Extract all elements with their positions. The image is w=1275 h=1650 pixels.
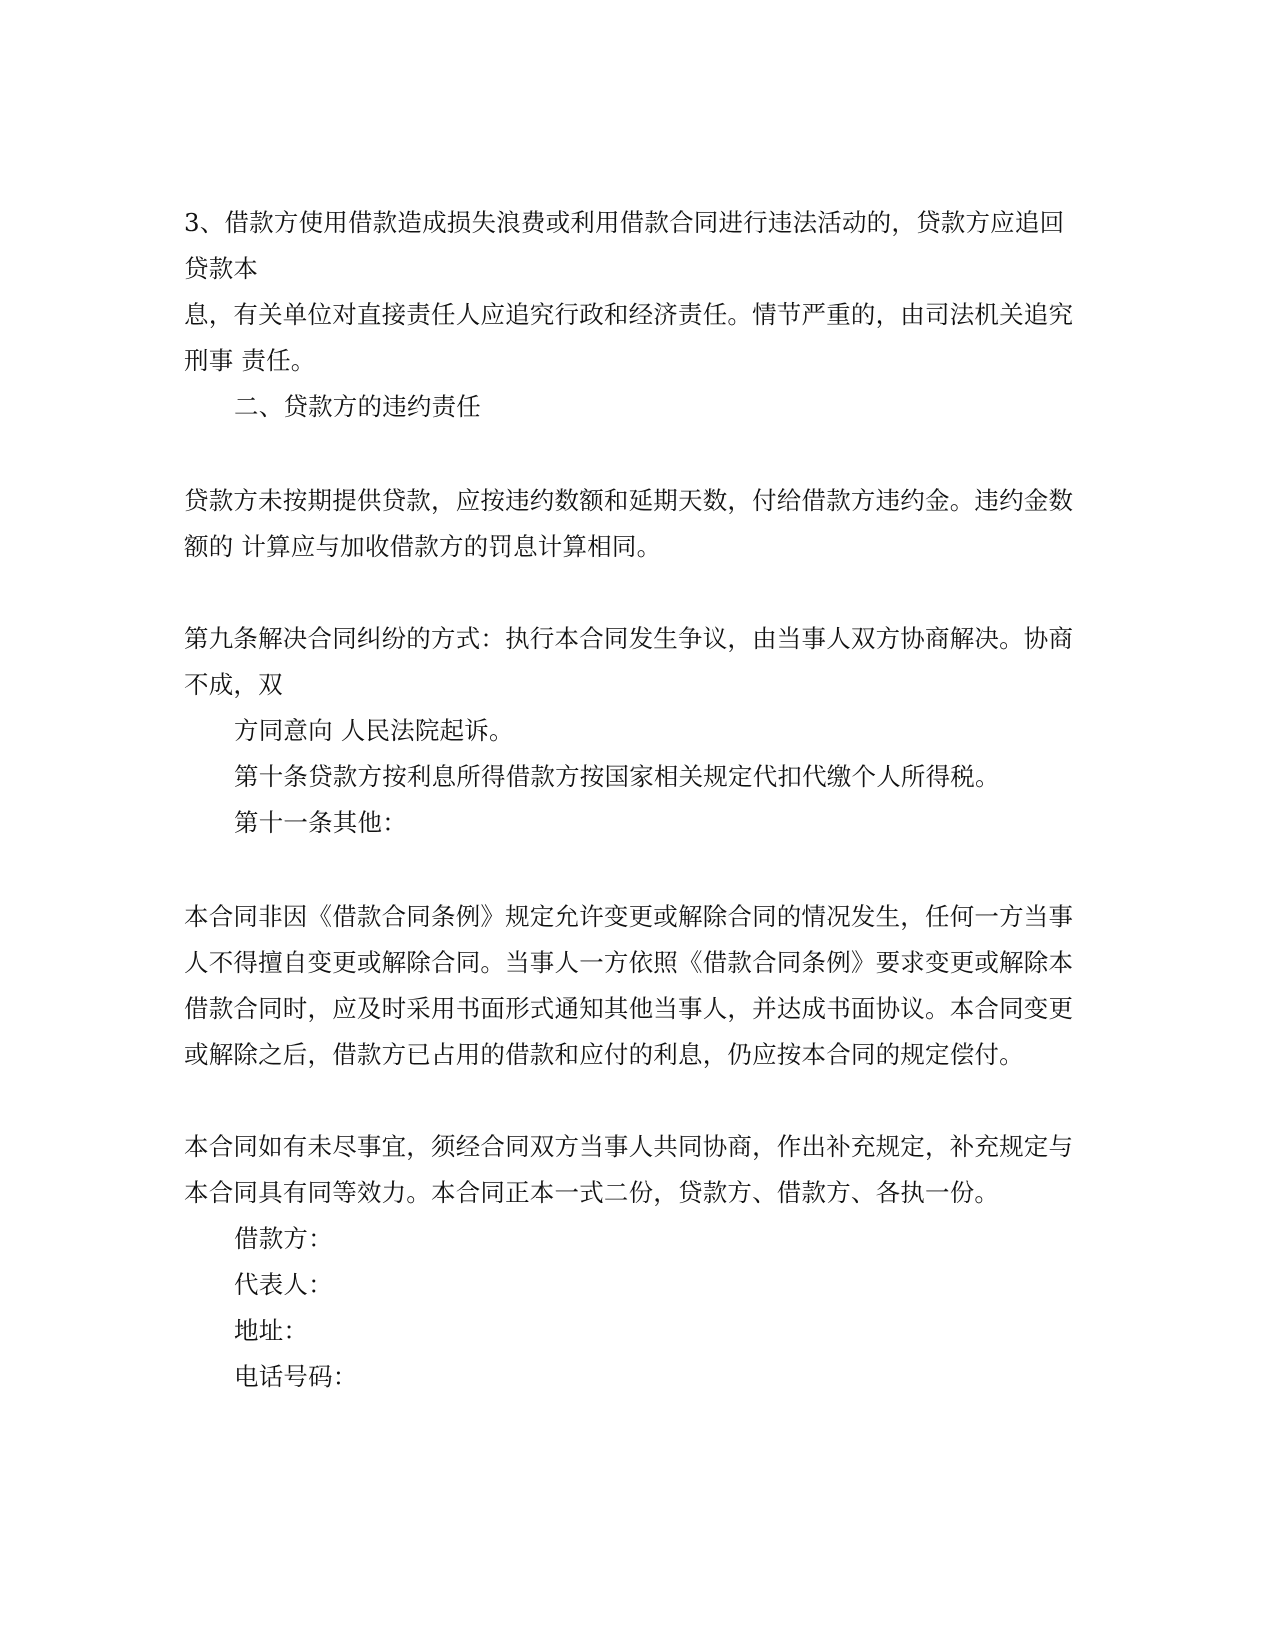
text-line: 第九条解决合同纠纷的方式：执行本合同发生争议，由当事人双方协商解决。协商 [184, 624, 1074, 653]
article-ten: 第十条贷款方按利息所得借款方按国家相关规定代扣代缴个人所得税。 [234, 762, 1000, 791]
article-eleven: 第十一条其他： [234, 808, 407, 837]
text-line: 贷款本 [184, 254, 259, 283]
borrower-label: 借款方： [234, 1224, 333, 1253]
address-label: 地址： [234, 1316, 309, 1345]
phone-label: 电话号码： [234, 1362, 358, 1391]
text-line: 刑事 责任。 [184, 346, 316, 375]
text-line: 借款合同时，应及时采用书面形式通知其他当事人，并达成书面协议。本合同变更 [184, 994, 1074, 1023]
text-line: 本合同如有未尽事宜，须经合同双方当事人共同协商，作出补充规定，补充规定与 [184, 1132, 1074, 1161]
text-line: 息，有关单位对直接责任人应追究行政和经济责任。情节严重的，由司法机关追究 [184, 300, 1074, 329]
text-line: 额的 计算应与加收借款方的罚息计算相同。 [184, 532, 662, 561]
text-line: 人不得擅自变更或解除合同。当事人一方依照《借款合同条例》要求变更或解除本 [184, 948, 1074, 977]
text-line: 本合同具有同等效力。本合同正本一式二份，贷款方、借款方、各执一份。 [184, 1178, 1000, 1207]
section-heading: 二、贷款方的违约责任 [234, 392, 481, 421]
text-line: 方同意向 人民法院起诉。 [234, 716, 514, 745]
text-line: 贷款方未按期提供贷款，应按违约数额和延期天数，付给借款方违约金。违约金数 [184, 486, 1074, 515]
text-line: 本合同非因《借款合同条例》规定允许变更或解除合同的情况发生，任何一方当事 [184, 902, 1074, 931]
text-line: 3、借款方使用借款造成损失浪费或利用借款合同进行违法活动的，贷款方应追回 [184, 208, 1065, 237]
text-line: 或解除之后，借款方已占用的借款和应付的利息，仍应按本合同的规定偿付。 [184, 1040, 1024, 1069]
text-line: 不成，双 [184, 670, 283, 699]
representative-label: 代表人： [234, 1270, 333, 1299]
